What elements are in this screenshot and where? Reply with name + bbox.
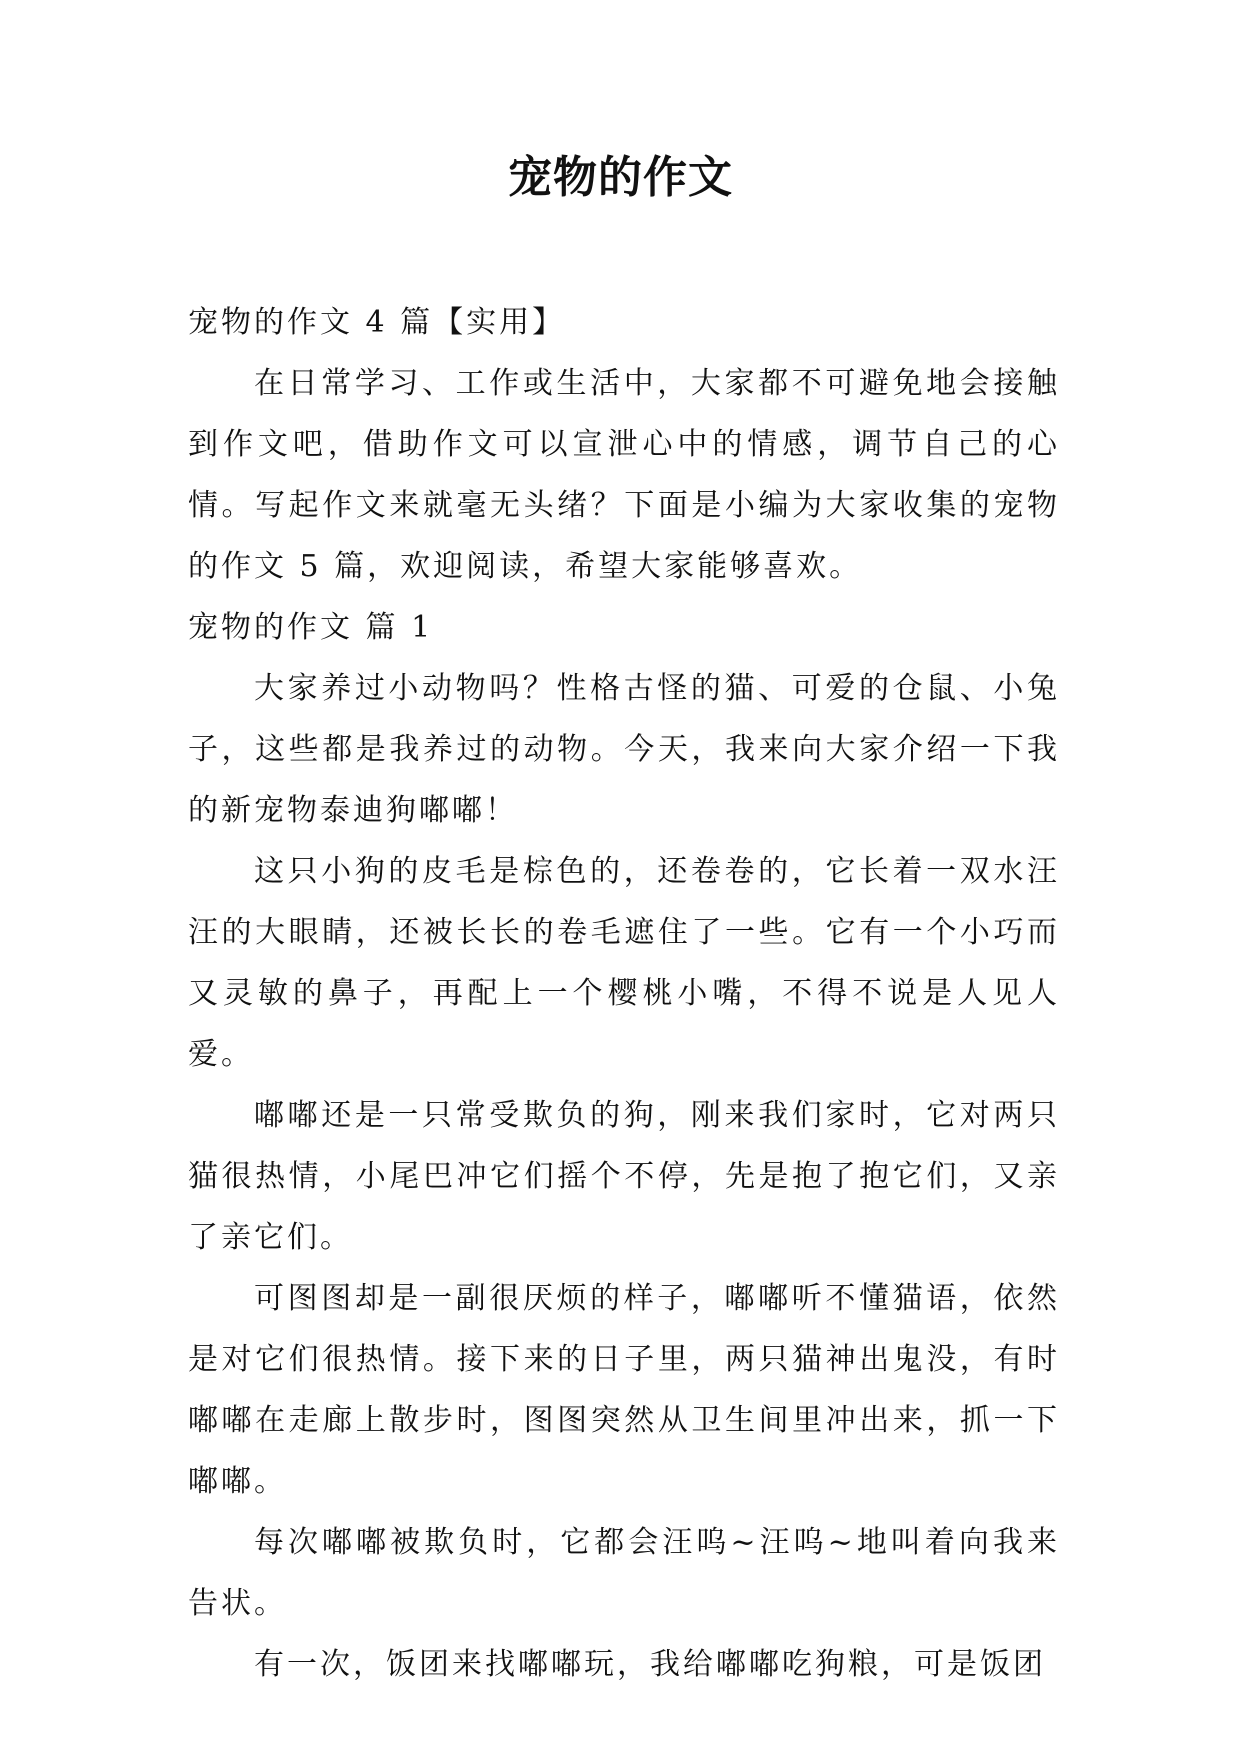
document-subtitle: 宠物的作文 4 篇【实用】	[188, 305, 566, 340]
body-paragraph: 这只小狗的皮毛是棕色的，还卷卷的，它长着一双水汪汪的大眼睛，还被长长的卷毛遮住了一些。它有一个小巧而又灵敏的鼻子，再配上一个樱桃小嘴，不得不说是人见人爱。	[188, 854, 1060, 1072]
body-paragraph: 可图图却是一副很厌烦的样子，嘟嘟听不懂猫语，依然是对它们很热情。接下来的日子里，两只猫神出鬼没，有时嘟嘟在走廊上散步时，图图突然从卫生间里冲出来，抓一下嘟嘟。	[188, 1281, 1060, 1499]
intro-paragraph: 在日常学习、工作或生活中，大家都不可避免地会接触到作文吧，借助作文可以宣泄心中的情感，调节自己的心情。写起作文来就毫无头绪？下面是小编为大家收集的宠物的作文 5 篇，欢迎阅读，希望大家能够喜欢。	[188, 366, 1060, 584]
section-heading: 宠物的作文 篇 1	[188, 610, 434, 645]
body-paragraph: 大家养过小动物吗？性格古怪的猫、可爱的仓鼠、小兔子，这些都是我养过的动物。今天，我来向大家介绍一下我的新宠物泰迪狗嘟嘟！	[188, 671, 1060, 828]
page-title: 宠物的作文	[508, 152, 733, 203]
body-paragraph: 有一次，饭团来找嘟嘟玩，我给嘟嘟吃狗粮，可是饭团	[254, 1647, 1046, 1682]
document-body	[188, 292, 1060, 1695]
body-paragraph: 嘟嘟还是一只常受欺负的狗，刚来我们家时，它对两只猫很热情，小尾巴冲它们摇个不停，先是抱了抱它们，又亲了亲它们。	[188, 1098, 1060, 1255]
body-paragraph: 每次嘟嘟被欺负时，它都会汪呜~汪呜~地叫着向我来告状。	[188, 1525, 1060, 1621]
